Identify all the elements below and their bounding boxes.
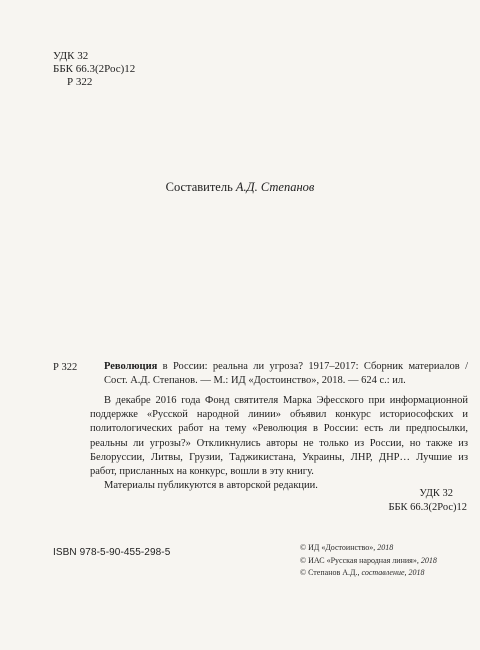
udk-code-bottom: УДК 32 [419,488,453,499]
classification-codes-bottom [347,487,467,515]
annotation-note: Материалы публикуются в авторской редакции. [104,480,318,492]
copyright-compiler-text: © Степанов А.Д., [300,568,362,577]
copyright-ias-year: 2018 [420,555,437,565]
catalog-side-code: Р 322 [53,362,78,373]
copyright-ias [300,555,437,568]
bibliographic-record [104,360,468,388]
isbn: ISBN 978-5-90-455-298-5 [53,547,171,558]
annotation-paragraph: В декабре 2016 года Фонд святителя Марка Эфесского при информационной поддержке «Русской народной линии» объявил конкурс историософских и политологических работ на тему «Революция в России: есть ли предпосылки, реальны ли угрозы?» Откликнулись авторы не только из России, но также из Белоруссии, Литвы, Грузии, Таджикистана, Украины, ЛНР, ДНР… Лучшие из работ, присланных на конкурс, вошли в эту книгу. [90,395,468,478]
author-mark: Р 322 [67,76,93,88]
book-title-bold: Революция [104,361,158,372]
udk-code: УДК 32 [53,50,89,62]
copyright-block [300,542,437,580]
compiler-name: А.Д. Степанов [235,180,315,194]
copyright-ias-text: © ИАС «Русская народная линия», [300,555,421,565]
bibliographic-details: в России: реальна ли угроза? 1917–2017: Сборник материалов / Сост. А.Д. Степанов. — М.: ИД «Достоинство», 2018. — 624 с.: ил. [104,361,468,386]
copyright-publisher [300,542,437,555]
copyright-publisher-text: © ИД «Достоинство», [300,543,378,552]
compiler-label: Составитель [165,180,233,194]
annotation [90,394,468,493]
copyright-compiler-note: составление, 2018 [361,568,425,577]
compiler-line [0,180,480,195]
bbk-code-bottom: ББК 66.3(2Рос)12 [388,502,467,513]
copyright-compiler [300,567,437,580]
bbk-code: ББК 66.3(2Рос)12 [53,63,136,75]
classification-codes-top [53,50,135,89]
copyright-publisher-year: 2018 [377,543,394,552]
